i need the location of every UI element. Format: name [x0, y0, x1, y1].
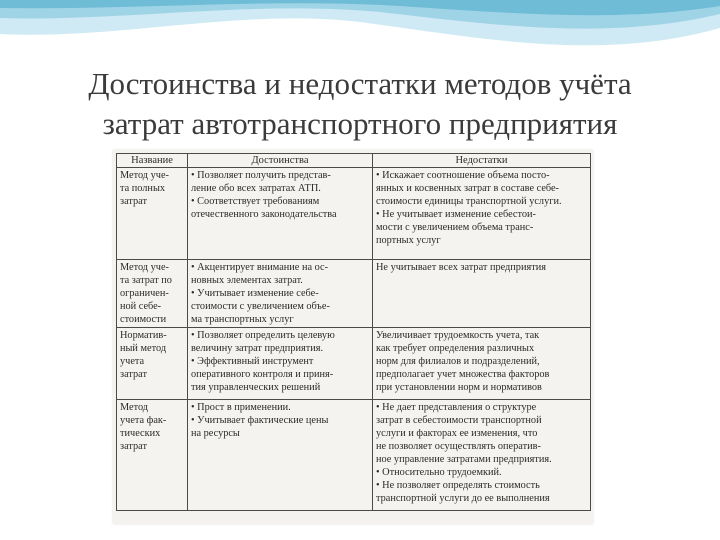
cell-pros — [188, 328, 373, 400]
cell-name — [117, 328, 188, 400]
cell-text-line: • Не учитывает изменение себестои- — [376, 209, 536, 220]
cell-text-line: портных услуг — [376, 235, 441, 246]
cell-text-line: учета фак- — [120, 415, 167, 426]
cell-text-line: новных элементах затрат. — [191, 275, 303, 286]
cell-cons — [373, 400, 591, 511]
cell-name — [117, 400, 188, 511]
table-row — [117, 400, 591, 511]
cell-cons — [373, 168, 591, 260]
table-row — [117, 328, 591, 400]
scanned-table-image — [113, 150, 593, 524]
cell-text-line: • Прост в применении. — [191, 402, 291, 413]
cell-text-line: затрат — [120, 369, 147, 380]
cell-text-line: Метод уче- — [120, 170, 169, 181]
cell-text-line: • Учитывает фактические цены — [191, 415, 329, 426]
cell-text-line: • Позволяет получить представ- — [191, 170, 331, 181]
cell-text-line: Не учитывает всех затрат предприятия — [376, 262, 546, 273]
cell-text-line: тия управленческих решений — [191, 382, 321, 393]
cell-text-line: • Искажает соотношение объема посто- — [376, 170, 550, 181]
header-pros: Достоинства — [188, 154, 373, 168]
cell-text-line: учета — [120, 356, 145, 367]
cell-text-line: затрат — [120, 196, 147, 207]
cell-text-line: Увеличивает трудоемкость учета, так — [376, 330, 540, 341]
cell-pros — [188, 168, 373, 260]
methods-comparison-table — [116, 153, 591, 511]
cell-pros — [188, 400, 373, 511]
cell-pros — [188, 260, 373, 328]
cell-text-line: • Эффективный инструмент — [191, 356, 314, 367]
cell-text-line: на ресурсы — [191, 428, 240, 439]
cell-text-line: величину затрат предприятия. — [191, 343, 324, 354]
cell-text-line: ное управление затратами предприятия. — [376, 454, 552, 465]
header-cons: Недостатки — [373, 154, 591, 168]
cell-text-line: тических — [120, 428, 161, 439]
header-name: Название — [117, 154, 188, 168]
cell-text-line: • Не дает представления о структуре — [376, 402, 537, 413]
cell-text-line: оперативного контроля и приня- — [191, 369, 334, 380]
table-header-row — [117, 154, 591, 168]
cell-text-line: • Не позволяет определять стоимость — [376, 480, 540, 491]
cell-text-line: норм для филиалов и подразделений, — [376, 356, 540, 367]
table-row — [117, 260, 591, 328]
cell-text-line: затрат в себестоимости транспортной — [376, 415, 542, 426]
cell-text-line: ной себе- — [120, 301, 162, 312]
cell-text-line: транспортной услуги до ее выполнения — [376, 493, 550, 504]
cell-text-line: ление обо всех затратах АТП. — [191, 183, 321, 194]
slide-title — [0, 64, 720, 144]
cell-text-line: та затрат по — [120, 275, 172, 286]
cell-text-line: при установлении норм и нормативов — [376, 382, 542, 393]
cell-text-line: • Соответствует требованиям — [191, 196, 320, 207]
cell-name — [117, 260, 188, 328]
slide-title-line-1: Достоинства и недостатки методов учёта — [88, 66, 632, 101]
cell-text-line: янных и косвенных затрат в составе себе- — [376, 183, 559, 194]
table-row — [117, 168, 591, 260]
cell-text-line: затрат — [120, 441, 147, 452]
cell-text-line: стоимости с увеличением объе- — [191, 301, 330, 312]
cell-name — [117, 168, 188, 260]
cell-text-line: стоимости единицы транспортной услуги. — [376, 196, 562, 207]
cell-text-line: стоимости — [120, 314, 167, 325]
cell-text-line: • Позволяет определить целевую — [191, 330, 335, 341]
cell-text-line: ный метод — [120, 343, 167, 354]
cell-text-line: • Акцентирует внимание на ос- — [191, 262, 329, 273]
cell-text-line: предполагает учет множества факторов — [376, 369, 550, 380]
cell-text-line: ограничен- — [120, 288, 169, 299]
cell-text-line: мости с увеличением объема транс- — [376, 222, 534, 233]
cell-text-line: Норматив- — [120, 330, 167, 341]
cell-text-line: не позволяет осуществлять оператив- — [376, 441, 541, 452]
cell-text-line: та полных — [120, 183, 166, 194]
cell-cons — [373, 328, 591, 400]
cell-text-line: как требует определения различных — [376, 343, 535, 354]
cell-text-line: Метод — [120, 402, 149, 413]
cell-text-line: услуги и факторах ее изменения, что — [376, 428, 538, 439]
slide-title-line-2: затрат автотранспортного предприятия — [102, 106, 618, 141]
cell-text-line: • Учитывает изменение себе- — [191, 288, 319, 299]
cell-text-line: • Относительно трудоемкий. — [376, 467, 502, 478]
cell-cons — [373, 260, 591, 328]
cell-text-line: ма транспортных услуг — [191, 314, 294, 325]
cell-text-line: Метод уче- — [120, 262, 169, 273]
cell-text-line: отечественного законодательства — [191, 209, 337, 220]
